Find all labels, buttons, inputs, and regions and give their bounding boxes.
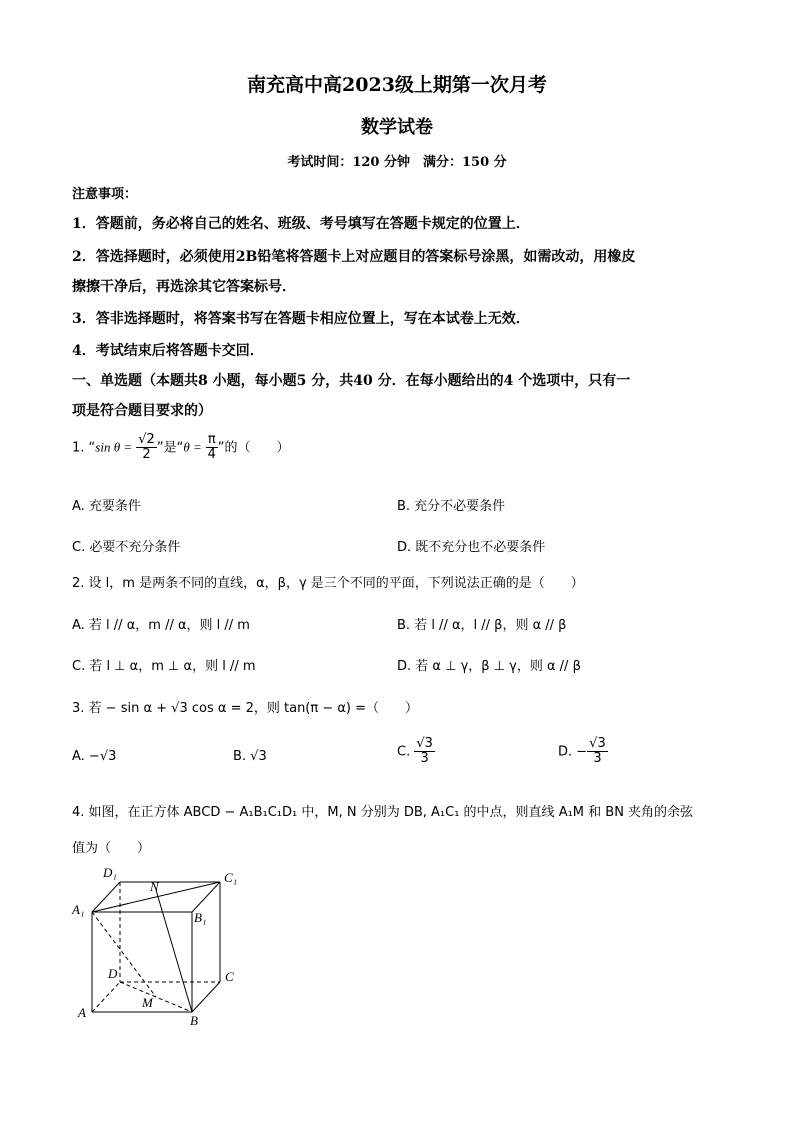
exam-title: 南充高中高2023级上期第一次月考 xyxy=(247,74,547,96)
q3-option-c[interactable] xyxy=(397,737,435,767)
label-n: N xyxy=(150,879,159,894)
label-a: A xyxy=(78,1005,86,1020)
question-3-stem: 3. 若 − sin α + √3 cos α = 2，则 tan(π − α) =（ ） xyxy=(72,701,419,716)
notice-item-1: 1．答题前，务必将自己的姓名、班级、考号填写在答题卡规定的位置上． xyxy=(72,216,530,232)
q1-prefix: 1. “ xyxy=(72,440,96,456)
q1-num2: π xyxy=(207,432,216,447)
label-a1: A₁ xyxy=(72,902,85,917)
notice-item-2-cont: 擦擦干净后，再选涂其它答案标号． xyxy=(72,279,296,295)
section-heading: 一、单选题（本题共8 小题，每小题5 分，共40 分．在每小题给出的4 个选项中，只有一 xyxy=(72,373,631,389)
q2-option-b[interactable]: B. 若 l // α，l // β，则 α // β xyxy=(397,618,567,633)
q3-d-den: 3 xyxy=(593,751,602,767)
question-4-stem-cont: 值为（ ） xyxy=(72,841,151,856)
edge-bc xyxy=(192,982,220,1012)
notice-item-4: 4．考试结束后将答题卡交回． xyxy=(72,343,264,359)
label-m: M xyxy=(142,995,153,1010)
q1-option-c[interactable]: C. 必要不充分条件 xyxy=(72,540,181,555)
q1-den1: 2 xyxy=(142,447,151,463)
q3-c-den: 3 xyxy=(420,751,429,767)
q1-num1: √2 xyxy=(138,432,155,447)
edge-a1d1 xyxy=(92,882,120,912)
q1-den2: 4 xyxy=(207,447,216,463)
q3-option-d[interactable] xyxy=(558,737,608,767)
question-4-stem: 4. 如图，在正方体 ABCD − A₁B₁C₁D₁ 中，M, N 分别为 DB, A₁C₁ 的中点，则直线 A₁M 和 BN 夹角的余弦 xyxy=(72,805,694,820)
q3-option-c-fraction xyxy=(414,737,435,767)
notice-heading: 注意事项： xyxy=(72,187,138,202)
label-c1: C₁ xyxy=(224,870,238,885)
label-d1: D₁ xyxy=(103,865,117,880)
q2-option-a[interactable]: A. 若 l // α，m // α，则 l // m xyxy=(72,618,250,633)
q3-option-d-label: D. − xyxy=(558,744,588,760)
q1-mid: ”是“ xyxy=(156,440,184,456)
section-heading-cont: 项是符合题目要求的） xyxy=(72,403,212,419)
q1-fraction-1 xyxy=(136,433,157,463)
q3-option-d-fraction xyxy=(587,737,608,767)
q3-d-num: √3 xyxy=(589,736,606,751)
q3-option-a[interactable]: A. −√3 xyxy=(72,749,117,764)
q2-option-c[interactable]: C. 若 l ⊥ α，m ⊥ α，则 l // m xyxy=(72,659,256,674)
q1-option-d[interactable]: D. 既不充分也不必要条件 xyxy=(397,540,546,555)
q3-c-num: √3 xyxy=(416,736,433,751)
subject-title: 数学试卷 xyxy=(361,117,433,138)
label-d: D xyxy=(108,966,118,981)
label-c: C xyxy=(225,969,234,984)
question-1-stem xyxy=(72,433,289,463)
q3-option-b[interactable]: B. √3 xyxy=(233,749,267,764)
edge-ad xyxy=(92,982,120,1012)
q3-option-c-label: C. xyxy=(397,744,411,760)
q1-fraction-2 xyxy=(206,433,218,463)
exam-info: 考试时间：120 分钟 满分：150 分 xyxy=(287,155,507,170)
notice-item-2: 2．答选择题时，必须使用2B铅笔将答题卡上对应题目的答案标号涂黑，如需改动，用橡皮 xyxy=(72,249,636,265)
line-bn xyxy=(156,890,192,1012)
label-b1: B₁ xyxy=(194,910,207,925)
label-b: B xyxy=(190,1013,198,1027)
q1-suffix: ”的（ ） xyxy=(217,440,290,456)
question-2-stem: 2. 设 l，m 是两条不同的直线，α，β，γ 是三个不同的平面，下列说法正确的是（ ） xyxy=(72,576,584,591)
q1-option-a[interactable]: A. 充要条件 xyxy=(72,499,141,514)
notice-item-3: 3．答非选择题时，将答案书写在答题卡相应位置上，写在本试卷上无效． xyxy=(72,311,530,327)
q1-option-b[interactable]: B. 充分不必要条件 xyxy=(397,499,506,514)
edge-c1b1 xyxy=(192,882,220,912)
q2-option-d[interactable]: D. 若 α ⊥ γ，β ⊥ γ，则 α // β xyxy=(397,659,581,674)
line-a1m xyxy=(92,912,156,997)
cube-figure xyxy=(70,862,260,1027)
q1-lhs: sin θ = xyxy=(95,439,133,455)
q1-lhs2: θ = xyxy=(183,439,202,455)
